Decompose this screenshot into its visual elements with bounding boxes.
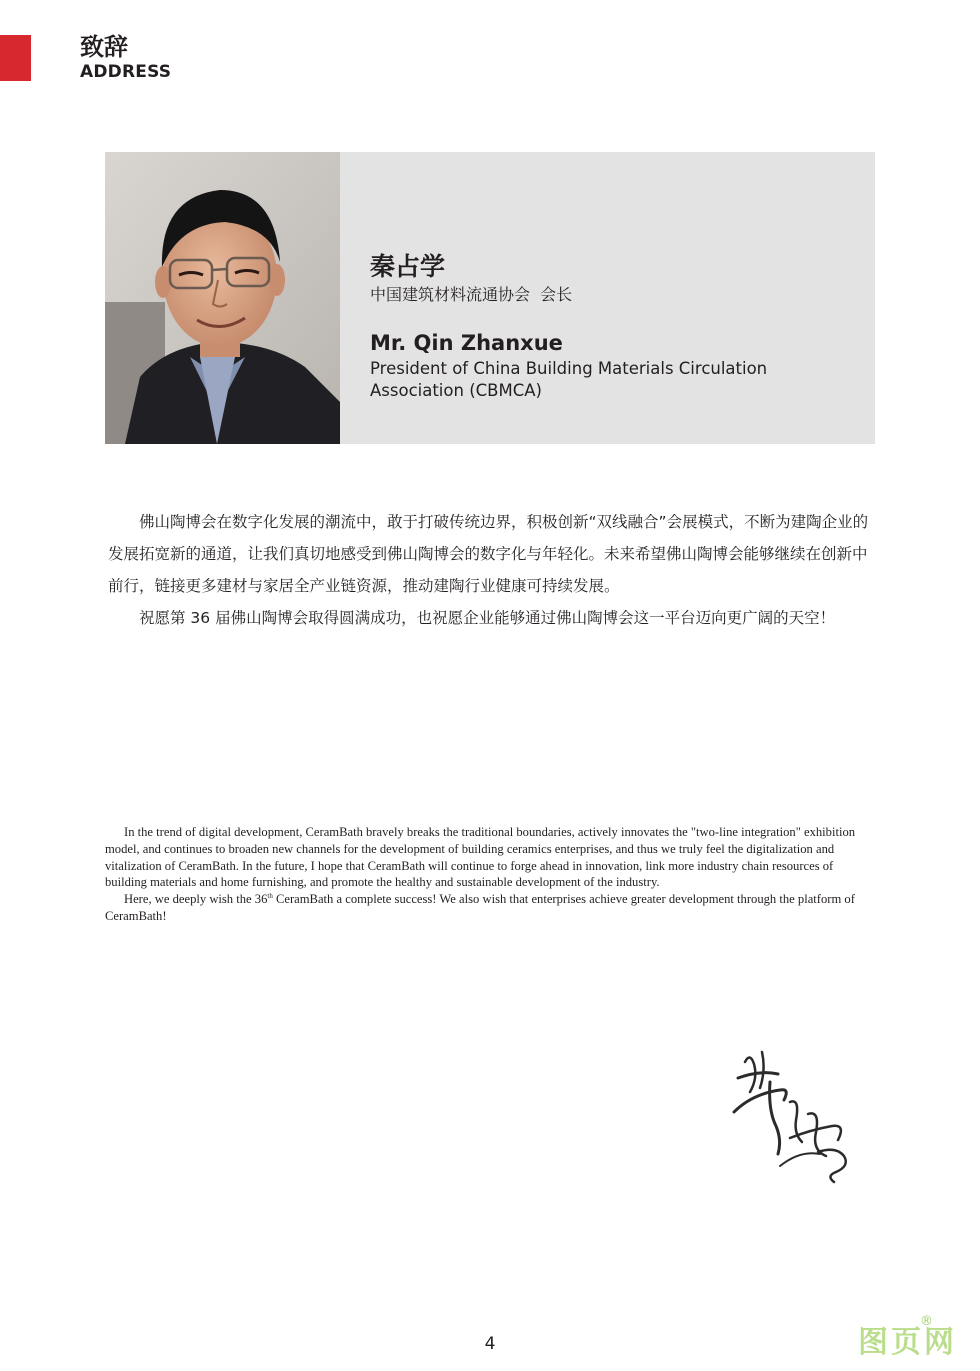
english-paragraph-2 [105,891,875,925]
chinese-paragraph-1: 佛山陶博会在数字化发展的潮流中，敢于打破传统边界，积极创新“双线融合”会展模式，不断为建陶企业的发展拓宽新的通道，让我们真切地感受到佛山陶博会的数字化与年轻化。未来希望佛山陶博会能够继续在创新中前行，链接更多建材与家居全产业链资源，推动建陶行业健康可持续发展。 [108,513,869,595]
portrait-photo [105,152,340,444]
chinese-paragraph-2: 祝愿第 36 届佛山陶博会取得圆满成功，也祝愿企业能够通过佛山陶博会这一平台迈向更广阔的天空！ [139,609,836,627]
english-paragraph-2-end: CeramBath a complete success! We also wish that enterprises achieve greater development through the platform of CeramBath! [105,892,855,923]
section-subtitle: ADDRESS [80,62,172,82]
registered-mark: ® [920,1314,933,1329]
person-name-cn: 秦占学 [370,252,446,281]
english-address-text [105,824,875,925]
chinese-address-text [108,506,878,634]
profile-info [370,252,850,402]
person-title-en [370,358,850,402]
section-marker [0,35,31,81]
english-paragraph-2-start: Here, we deeply wish the 36 [124,892,268,907]
section-title: 致辞 [80,33,128,61]
english-paragraph-1: In the trend of digital development, CeramBath bravely breaks the traditional boundaries, actively innovates the "two-line integration" exhibition model, and continues to broaden new channels for the development of building ceramics enterprises, and thus we truly feel the digitalization and vitalization of CeramBath. In the future, I hope that CeramBath will continue to forge ahead in innovation, link more industry chain resources of building materials and home furnishing, and promote the healthy and sustainable development of the industry. [105,825,856,890]
watermark-text: 图页网 [858,1325,957,1360]
watermark-logo [858,1316,968,1364]
profile-card [105,152,875,444]
person-title-en-line2: Association (CBMCA) [370,381,542,400]
person-name-en: Mr. Qin Zhanxue [370,331,563,355]
person-title-cn: 中国建筑材料流通协会 会长 [370,285,573,304]
handwritten-signature [650,1030,890,1200]
person-title-en-line1: President of China Building Materials Circulation [370,359,768,378]
page-number: 4 [484,1334,496,1354]
ordinal-suffix: th [267,892,273,900]
